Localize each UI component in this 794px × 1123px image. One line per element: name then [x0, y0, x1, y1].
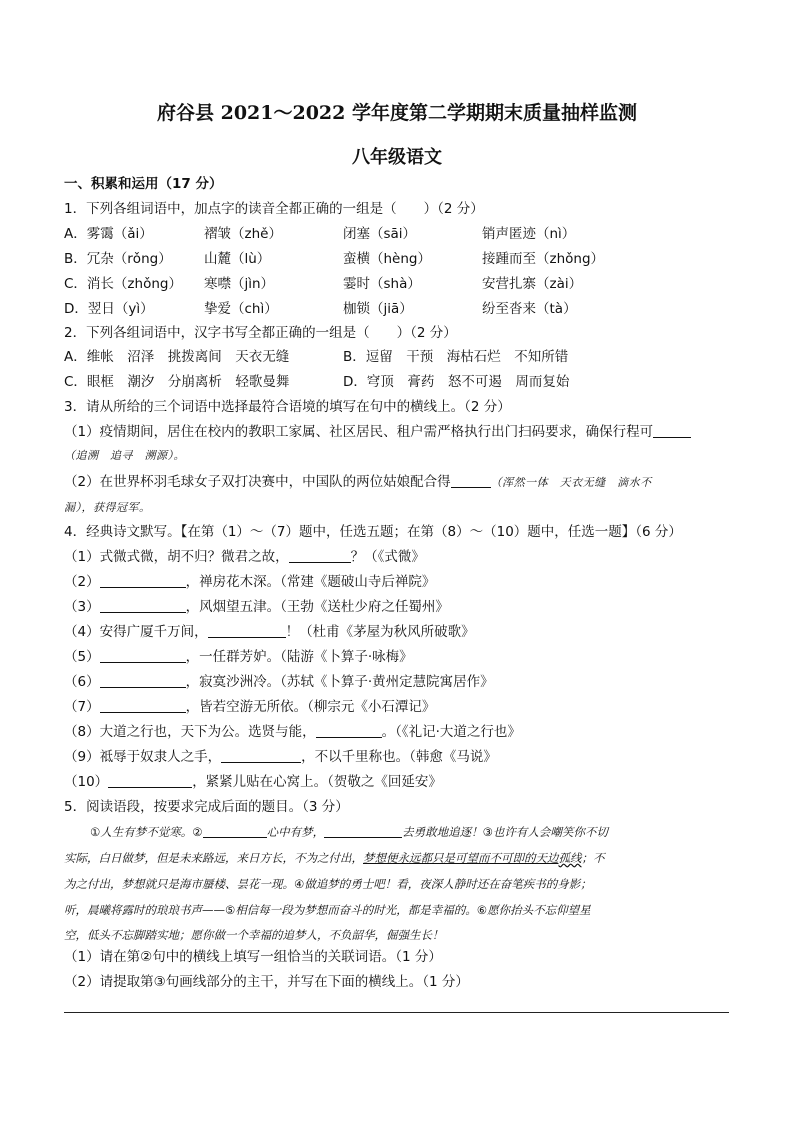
q5-passage-2b: ；不 — [581, 851, 605, 865]
q4-item-5-post: ，一任群芳妒。（陆游《卜算子·咏梅》 — [185, 649, 413, 665]
q4-item-2-post: ，禅房花木深。（常建《题破山寺后禅院》 — [185, 574, 436, 590]
q5-passage-1c: 去勇敢地追逐！③也许有人会嘲笑你不切 — [402, 825, 608, 839]
q5-passage-line-1 — [90, 822, 608, 842]
q1-option-d-4: 纷至沓来（tà） — [482, 301, 577, 317]
q3-stem: 3．请从所给的三个词语中选择最符合语境的填写在句中的横线上。（2 分） — [64, 399, 511, 415]
q4-item-6-post: ，寂寞沙洲冷。（苏轼《卜算子·黄州定慧院寓居作》 — [185, 674, 494, 690]
q4-item-1 — [64, 547, 425, 567]
q1-option-b-2: 山麓（lù） — [204, 251, 271, 267]
q5-passage-line-5: 空，低头不忘脚踏实地；愿你做一个幸福的追梦人，不负韶华，倔强生长！ — [64, 928, 444, 942]
q4-item-1-pre: （1）式微式微，胡不归？微君之故， — [64, 549, 289, 565]
q4-item-7-post: ，皆若空游无所依。（柳宗元《小石潭记》 — [185, 699, 436, 715]
q4-item-6 — [64, 672, 494, 692]
q4-item-10 — [64, 772, 442, 792]
q5-passage-line-3: 为之付出，梦想就只是海市蜃楼、昙花一现。④做追梦的勇士吧！看，夜深人静时还在奋笔疾书的身影； — [64, 877, 592, 891]
q5-wavy-word: 孤线 — [558, 851, 582, 865]
answer-line[interactable] — [64, 1012, 729, 1013]
q4-item-5 — [64, 647, 413, 667]
q1-option-c-3: 霎时（shà） — [343, 276, 421, 292]
q4-item-9-pre: （9）祗辱于奴隶人之手， — [64, 749, 222, 765]
q1-option-c-4: 安营扎寨（zài） — [482, 276, 583, 292]
q5-passage-line-2 — [64, 848, 605, 868]
q2-option-c: C．眼框 潮汐 分崩离析 轻歌曼舞 — [64, 374, 290, 390]
exam-subtitle: 八年级语文 — [352, 147, 442, 168]
q4-item-2-pre: （2） — [64, 574, 100, 590]
q2-option-d: D．穹顶 膏药 怒不可遏 周而复始 — [343, 374, 570, 390]
q4-blank-4[interactable] — [208, 623, 286, 638]
q3-options-2: （浑然一体 天衣无缝 滴水不 — [490, 476, 652, 489]
q3-sentence-2-text: （2）在世界杯羽毛球女子双打决赛中，中国队的两位姑娘配合得 — [64, 474, 451, 490]
q4-blank-5[interactable] — [100, 648, 186, 663]
q5-sub-2: （2）请提取第③句画线部分的主干，并写在下面的横线上。（1 分） — [64, 974, 469, 990]
q1-option-d-3: 枷锁（jiā） — [343, 301, 413, 317]
q3-sentence-1 — [64, 422, 691, 442]
q5-passage-line-4: 听，晨曦将露时的琅琅书声——⑤相信每一段为梦想而奋斗的时光，都是幸福的。⑥愿你抬头不忘仰望星 — [64, 903, 591, 917]
q3-sentence-1-text: （1）疫情期间，居住在校内的教职工家属、社区居民、租户需严格执行出门扫码要求，确保行程可 — [64, 424, 654, 440]
q4-item-3 — [64, 597, 449, 617]
q5-passage-2a: 实际，白日做梦，但是未来路远，来日方长，不为之付出， — [64, 851, 363, 865]
q2-option-a: A．维帐 沼泽 挑拨离间 天衣无缝 — [64, 349, 290, 365]
q4-item-9 — [64, 747, 497, 767]
q4-stem: 4．经典诗文默写。【在第（1）～（7）题中，任选五题；在第（8）～（10）题中，任选一题】（6 分） — [64, 524, 682, 540]
q4-item-4-pre: （4）安得广厦千万间， — [64, 624, 208, 640]
q5-passage-1a: ①人生有梦不觉寒。② — [90, 825, 203, 839]
q1-option-a-4: 销声匿迹（nì） — [482, 226, 576, 242]
q4-blank-1[interactable] — [289, 548, 351, 563]
q5-underlined-phrase: 梦想便永远都只是可望而不可即的天边 — [363, 851, 559, 865]
q4-item-10-post: ，紧紧儿贴在心窝上。（贺敬之《回延安》 — [192, 774, 442, 790]
q4-item-5-pre: （5） — [64, 649, 100, 665]
q1-option-a-3: 闭塞（sāi） — [343, 226, 417, 242]
q3-sentence-2-end — [64, 497, 151, 518]
q3-options-1: （追溯 追寻 溯源）。 — [64, 449, 185, 462]
q4-item-4 — [64, 622, 475, 642]
q4-item-1-post: ？（《式微》 — [350, 549, 425, 565]
q4-item-8-pre: （8）大道之行也，天下为公。选贤与能， — [64, 724, 316, 740]
q4-item-8 — [64, 722, 521, 742]
q4-item-3-post: ，风烟望五津。（王勃《送杜少府之任蜀州》 — [185, 599, 449, 615]
q4-item-8-post: 。（《礼记·大道之行也》 — [381, 724, 521, 740]
q1-option-d-2: 挚爱（chì） — [204, 301, 278, 317]
q4-blank-9[interactable] — [221, 748, 301, 763]
q1-option-b-4: 接踵而至（zhǒng） — [482, 251, 605, 267]
q4-item-7 — [64, 697, 435, 717]
q4-item-4-post: ！（杜甫《茅屋为秋风所破歌》 — [285, 624, 475, 640]
q5-sub-1: （1）请在第②句中的横线上填写一组恰当的关联词语。（1 分） — [64, 949, 442, 965]
q2-stem: 2．下列各组词语中，汉字书写全都正确的一组是（ ）（2 分） — [64, 325, 457, 341]
q4-item-9-post: ，不以千里称也。（韩愈《马说》 — [301, 749, 497, 765]
q1-stem: 1．下列各组词语中，加点字的读音全都正确的一组是（ ）（2 分） — [64, 201, 484, 217]
section-heading: 一、积累和运用（17 分） — [64, 176, 223, 192]
q4-item-3-pre: （3） — [64, 599, 100, 615]
q3-options-2-end: 漏），获得冠军。 — [64, 501, 151, 514]
q1-option-d-1: D．翌日（yì） — [64, 301, 154, 317]
q2-option-b: B．逗留 干预 海枯石烂 不知所错 — [343, 349, 569, 365]
q4-item-10-pre: （10） — [64, 774, 109, 790]
q4-blank-2[interactable] — [100, 573, 186, 588]
exam-title: 府谷县 2021～2022 学年度第二学期期末质量抽样监测 — [157, 102, 637, 124]
q4-blank-3[interactable] — [100, 598, 186, 613]
q3-blank-1[interactable] — [653, 423, 691, 438]
q5-stem: 5．阅读语段，按要求完成后面的题目。（3 分） — [64, 799, 349, 815]
q1-option-b-1: B．冗杂（rǒng） — [64, 251, 172, 267]
q4-blank-7[interactable] — [100, 698, 186, 713]
q1-option-b-3: 蛮横（hèng） — [343, 251, 431, 267]
q1-option-c-2: 寒噤（jìn） — [204, 276, 275, 292]
q4-blank-6[interactable] — [100, 673, 186, 688]
q3-sentence-2 — [64, 472, 652, 493]
q4-blank-8[interactable] — [316, 723, 382, 738]
q5-blank-2[interactable] — [324, 823, 402, 838]
q4-blank-10[interactable] — [108, 773, 192, 788]
q1-option-c-1: C．消长（zhǒng） — [64, 276, 182, 292]
q1-option-a-2: 褶皱（zhě） — [204, 226, 282, 242]
q3-blank-2[interactable] — [451, 473, 491, 488]
q4-item-2 — [64, 572, 435, 592]
q5-blank-1[interactable] — [203, 823, 267, 838]
q4-item-7-pre: （7） — [64, 699, 100, 715]
q4-item-6-pre: （6） — [64, 674, 100, 690]
q5-passage-1b: 心中有梦， — [266, 825, 325, 839]
q1-option-a-1: A．雾霭（ǎi） — [64, 226, 153, 242]
